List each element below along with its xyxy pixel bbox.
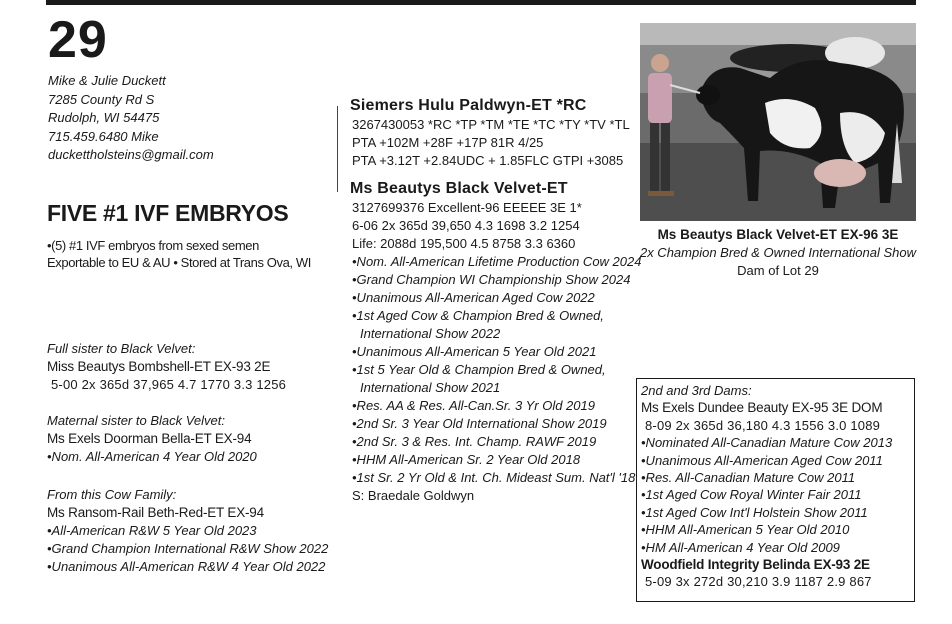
second-dam-note: •1st Aged Cow Int'l Holstein Show 2011 (641, 504, 868, 520)
pedigree-rule (337, 106, 338, 192)
dam-achievement: International Show 2022 (360, 326, 501, 341)
full-sister-record: 5-00 2x 365d 37,965 4.7 1770 3.3 1256 (51, 377, 287, 392)
cow-family-note: •Unanimous All-American R&W 4 Year Old 2022 (47, 559, 326, 574)
maternal-sister-note: •Nom. All-American 4 Year Old 2020 (47, 449, 257, 464)
dam-name: Ms Beautys Black Velvet-ET (350, 180, 568, 197)
second-dam-note: •1st Aged Cow Royal Winter Fair 2011 (641, 487, 862, 503)
dams-box-label: 2nd and 3rd Dams: (641, 383, 752, 398)
cow-family-block (47, 486, 328, 576)
dam-achievement: International Show 2021 (360, 380, 501, 395)
second-dam-note: •HM All-American 4 Year Old 2009 (641, 539, 840, 555)
photo-caption-title: Ms Beautys Black Velvet-ET EX-96 3E (657, 227, 899, 242)
dam-achievement: •Res. AA & Res. All-Can.Sr. 3 Yr Old 2019 (352, 398, 595, 413)
sire-line: PTA +3.12T +2.84UDC + 1.85FLC GTPI +3085 (352, 153, 624, 168)
cow-family-note: •Grand Champion International R&W Show 2022 (47, 541, 329, 556)
dam-achievement: •Unanimous All-American 5 Year Old 2021 (352, 344, 597, 359)
dam-lifetime: Life: 2088d 195,500 4.5 8758 3.3 6360 (352, 236, 576, 251)
sire-line: PTA +102M +28F +17P 81R 4/25 (352, 135, 544, 150)
consignor-address: 7285 County Rd S (48, 91, 155, 107)
pedigree-column (350, 97, 641, 505)
photo-caption (626, 226, 930, 280)
cow-photo-image (640, 23, 916, 221)
sire-line: 3267430053 *RC *TP *TM *TE *TC *TY *TV *TL (352, 117, 630, 132)
offering-line-2: Exportable to EU & AU • Stored at Trans Ova, WI (47, 255, 311, 270)
second-dam-name: Ms Exels Dundee Beauty EX-95 3E DOM (641, 400, 883, 416)
maternal-sister-block (47, 412, 257, 466)
full-sister-label: Full sister to Black Velvet: (47, 341, 196, 356)
dam-photo (640, 23, 916, 221)
dam-achievement: •2nd Sr. 3 & Res. Int. Champ. RAWF 2019 (352, 434, 597, 449)
dam-sire: S: Braedale Goldwyn (352, 488, 475, 503)
maternal-sister-name: Ms Exels Doorman Bella-ET EX-94 (47, 431, 252, 446)
dam-achievement: •1st Aged Cow & Champion Bred & Owned, (352, 308, 604, 323)
second-dam-note: •HHM All-American 5 Year Old 2010 (641, 522, 850, 538)
dam-record: 6-06 2x 365d 39,650 4.3 1698 3.2 1254 (352, 218, 580, 233)
consignor-phone: 715.459.6480 Mike (48, 128, 159, 144)
consignor-name: Mike & Julie Duckett (48, 73, 166, 88)
offering-description (47, 237, 311, 271)
top-rule (46, 0, 916, 5)
second-dam-note: •Unanimous All-American Aged Cow 2011 (641, 452, 883, 468)
consignor-city: Rudolph, WI 54475 (48, 110, 160, 125)
offering-headline: FIVE #1 IVF EMBRYOS (47, 200, 289, 226)
dam-achievement: •HHM All-American Sr. 2 Year Old 2018 (352, 452, 581, 467)
consignor-contact (48, 72, 214, 165)
photo-caption-subtitle: 2x Champion Bred & Owned International Show (639, 245, 917, 260)
full-sister-block (47, 340, 286, 394)
cow-family-note: •All-American R&W 5 Year Old 2023 (47, 523, 257, 538)
dam-achievement: •Nom. All-American Lifetime Production Cow 2024 (352, 254, 642, 269)
full-sister-name: Miss Beautys Bombshell-ET EX-93 2E (47, 359, 271, 374)
dam-achievement: •1st Sr. 2 Yr Old & Int. Ch. Mideast Sum. Nat'l '18 (352, 470, 636, 485)
cow-family-label: From this Cow Family: (47, 487, 177, 502)
second-dam-note: •Nominated All-Canadian Mature Cow 2013 (641, 435, 893, 451)
dam-registration: 3127699376 Excellent-96 EEEEE 3E 1* (352, 200, 582, 215)
photo-caption-note: Dam of Lot 29 (737, 263, 819, 278)
sire-name: Siemers Hulu Paldwyn-ET *RC (350, 97, 587, 114)
dam-achievement: •1st 5 Year Old & Champion Bred & Owned, (352, 362, 606, 377)
offering-line-1: •(5) #1 IVF embryos from sexed semen (47, 238, 259, 253)
consignor-email: duckettholsteins@gmail.com (48, 147, 214, 162)
dam-achievement: •2nd Sr. 3 Year Old International Show 2019 (352, 416, 607, 431)
third-dam-name: Woodfield Integrity Belinda EX-93 2E (641, 557, 870, 573)
second-dam-record: 8-09 2x 365d 36,180 4.3 1556 3.0 1089 (645, 417, 881, 433)
second-dam-note: •Res. All-Canadian Mature Cow 2011 (641, 470, 856, 486)
lot-number: 29 (48, 11, 108, 69)
dams-box (636, 378, 915, 602)
maternal-sister-label: Maternal sister to Black Velvet: (47, 413, 225, 428)
dam-achievement: •Grand Champion WI Championship Show 2024 (352, 272, 631, 287)
third-dam-record: 5-09 3x 272d 30,210 3.9 1187 2.9 867 (645, 574, 872, 590)
dam-achievement: •Unanimous All-American Aged Cow 2022 (352, 290, 595, 305)
cow-family-name: Ms Ransom-Rail Beth-Red-ET EX-94 (47, 505, 264, 520)
